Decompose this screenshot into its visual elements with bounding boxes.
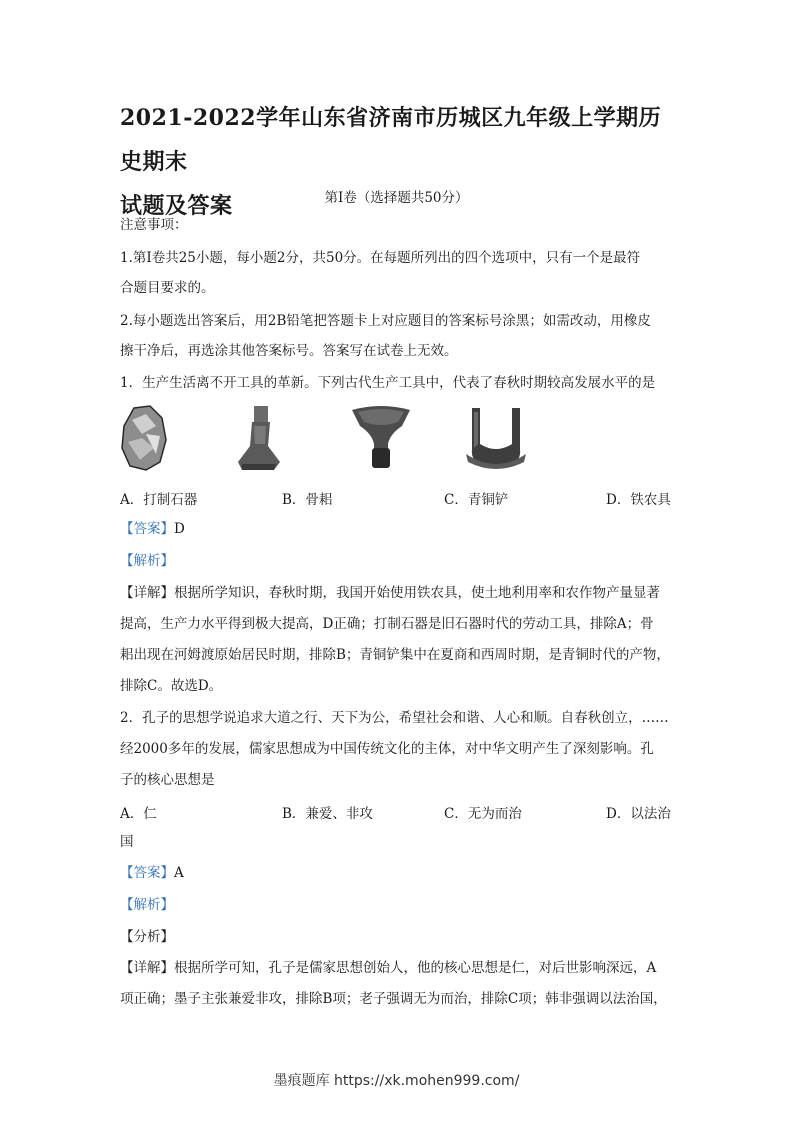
answer-tag: 【答案】: [120, 521, 174, 537]
q2-answer-line: [120, 858, 680, 888]
section-subtitle: 第Ⅰ卷（选择题共50分）: [324, 190, 469, 206]
title-line-2: 试题及答案: [120, 193, 233, 219]
notice-item-2-line-2: 擦干净后，再选涂其他答案标号。答案写在试卷上无效。: [120, 343, 458, 359]
q1-option-c: C．青铜铲: [444, 492, 509, 508]
question-2-stem-line-1: 2．孔子的思想学说追求大道之行、天下为公，希望社会和谐、人心和顺。自春秋创立，……: [120, 710, 669, 726]
q2-detail-line-1: [120, 953, 680, 983]
document-title: [120, 96, 680, 228]
q1-option-d: D．铁农具: [606, 492, 671, 508]
q2-fenxi-tag: 【分析】: [120, 929, 174, 945]
q1-detail-line-4: 排除C。故选D。: [120, 678, 223, 694]
q2-option-d: D．以法治: [606, 806, 671, 822]
notice-item-1-line-1: 1.第Ⅰ卷共25小题，每小题2分，共50分。在每题所列出的四个选项中，只有一个是最符: [120, 250, 641, 266]
detail-tag: 【详解】: [120, 585, 174, 601]
q1-analysis-tag: 【解析】: [120, 553, 174, 569]
question-2-stem-line-3: 子的核心思想是: [120, 772, 215, 788]
detail-tag: 【详解】: [120, 960, 174, 976]
q1-option-a: A．打制石器: [120, 492, 198, 508]
iron-tool-image: [462, 404, 530, 472]
q1-detail-line-2: 提高，生产力水平得到极大提高，D正确；打制石器是旧石器时代的劳动工具，排除A；骨: [120, 616, 654, 632]
notice-heading: 注意事项：: [120, 217, 188, 233]
q2-analysis-tag: 【解析】: [120, 897, 174, 913]
question-2-stem-line-2: 经2000多年的发展，儒家思想成为中国传统文化的主体，对中华文明产生了深刻影响。孔: [120, 741, 654, 757]
q1-answer-value: D: [174, 521, 185, 537]
question-1-stem: 1．生产生活离不开工具的革新。下列古代生产工具中，代表了春秋时期较高发展水平的是: [120, 375, 656, 391]
q2-option-d-wrap: 国: [120, 834, 134, 850]
q2-detail-text-1: 根据所学可知，孔子是儒家思想创始人，他的核心思想是仁，对后世影响深远，A: [174, 960, 657, 976]
bone-spade-image: [234, 404, 284, 472]
q1-detail-text-1: 根据所学知识，春秋时期，我国开始使用铁农具，使土地利用率和农作物产量显著: [174, 585, 660, 601]
q2-answer-value: A: [174, 865, 184, 881]
notice-item-1-line-2: 合题目要求的。: [120, 280, 215, 296]
q1-option-b: B．骨耜: [282, 492, 333, 508]
title-line-1: 2021-2022学年山东省济南市历城区九年级上学期历史期末: [120, 105, 662, 175]
q1-answer-line: [120, 514, 680, 544]
q2-detail-line-2: 项正确；墨子主张兼爱非攻，排除B项；老子强调无为而治，排除C项；韩非强调以法治国，: [120, 991, 667, 1007]
footer-watermark: 墨痕题库 https://xk.mohen999.com/: [273, 1073, 520, 1089]
q2-option-b: B．兼爱、非攻: [282, 806, 373, 822]
q2-option-c: C．无为而治: [444, 806, 522, 822]
q1-detail-line-3: 耜出现在河姆渡原始居民时期，排除B；青铜铲集中在夏商和西周时期，是青铜时代的产物，: [120, 647, 670, 663]
answer-tag: 【答案】: [120, 865, 174, 881]
q1-detail-line-1: [120, 578, 680, 608]
notice-item-2-line-1: 2.每小题选出答案后，用2B铅笔把答题卡上对应题目的答案标号涂黑；如需改动，用橡皮: [120, 313, 651, 329]
stone-tool-image: [120, 404, 168, 472]
q2-option-a: A．仁: [120, 806, 157, 822]
bronze-shovel-image: [350, 404, 412, 472]
